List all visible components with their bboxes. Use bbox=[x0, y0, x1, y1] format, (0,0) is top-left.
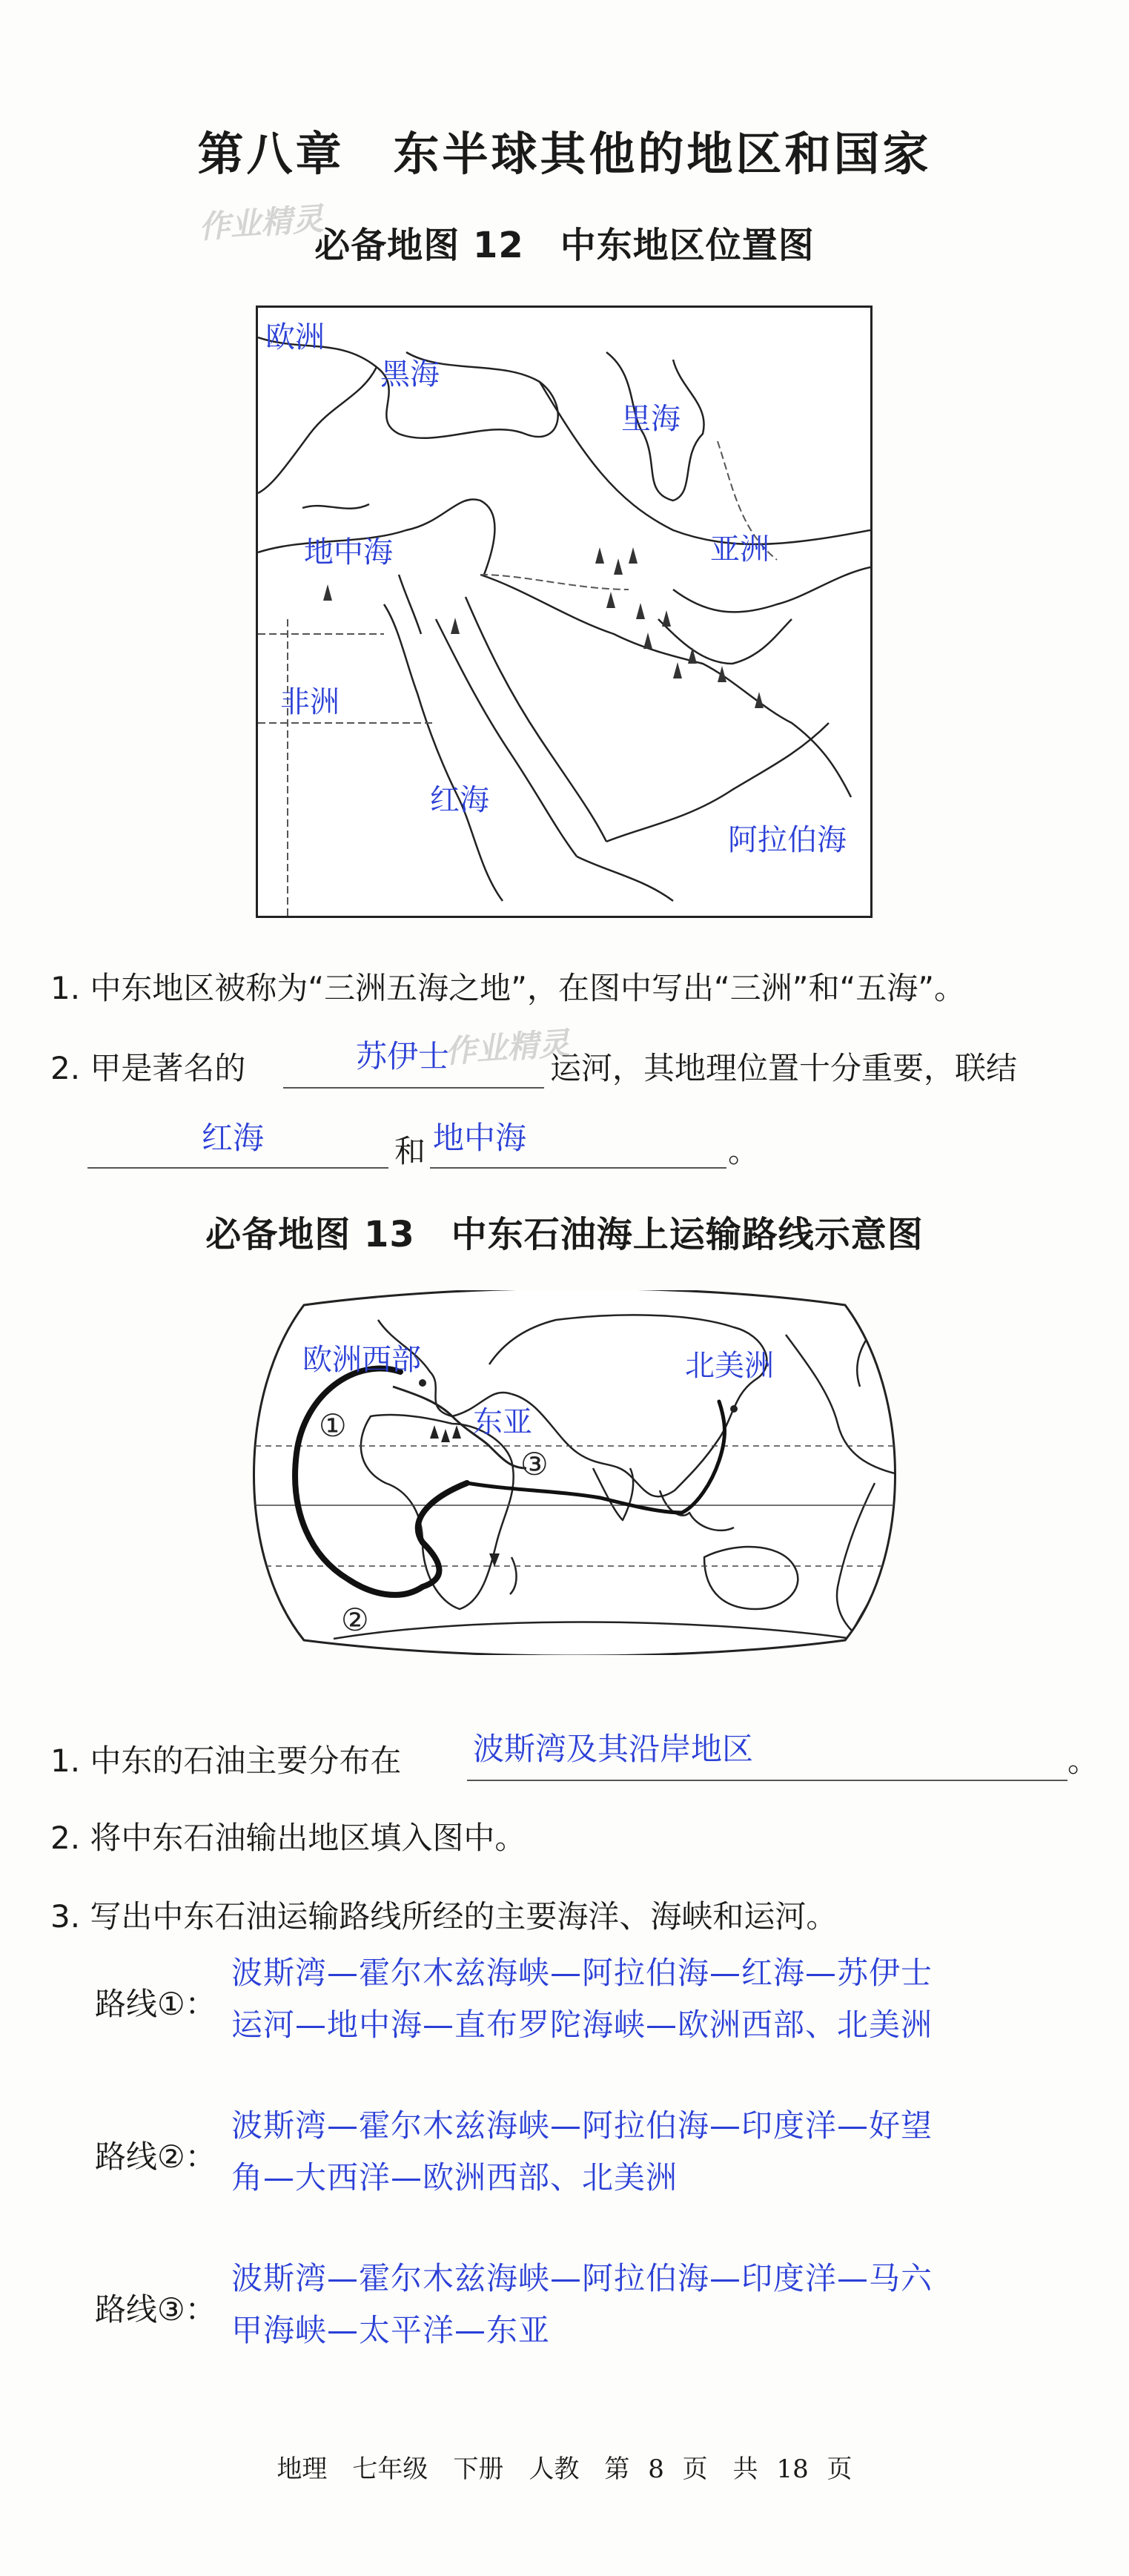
q13-1-end: 。 bbox=[1067, 1743, 1099, 1779]
middle-east-map bbox=[256, 306, 873, 918]
route-3-label: 路线③： bbox=[95, 2291, 216, 2328]
q12-1: 1. 中东地区被称为“三洲五海之地”，在图中写出“三洲”和“五海”。 bbox=[50, 970, 965, 1006]
route-3-line2: 甲海峡—太平洋—东亚 bbox=[231, 2312, 551, 2348]
map-label-mediterranean: 地中海 bbox=[304, 535, 393, 569]
route-number-1: ① bbox=[319, 1407, 347, 1444]
q13-1-answer: 波斯湾及其沿岸地区 bbox=[473, 1731, 754, 1767]
route-number-3: ③ bbox=[520, 1446, 549, 1482]
map-label-black-sea: 黑海 bbox=[380, 357, 440, 392]
q13-1-blank bbox=[467, 1780, 1067, 1781]
map-label-east-asia: 东亚 bbox=[473, 1405, 532, 1439]
map-label-red-sea: 红海 bbox=[430, 783, 489, 817]
map-label-west-europe: 欧洲西部 bbox=[302, 1343, 421, 1377]
watermark: 作业精灵 bbox=[197, 200, 325, 245]
map-label-asia: 亚洲 bbox=[710, 532, 769, 567]
route-2-line1: 波斯湾—霍尔木兹海峡—阿拉伯海—印度洋—好望 bbox=[231, 2107, 933, 2144]
map-label-arabian-sea: 阿拉伯海 bbox=[728, 823, 847, 857]
map12-title: 必备地图 12 中东地区位置图 bbox=[314, 225, 815, 266]
route-3-line1: 波斯湾—霍尔木兹海峡—阿拉伯海—印度洋—马六 bbox=[231, 2260, 933, 2296]
q12-2-and: 和 bbox=[394, 1133, 426, 1169]
map-label-north-america: 北美洲 bbox=[685, 1349, 774, 1383]
q12-2-end: 。 bbox=[728, 1133, 760, 1169]
route-1-line1: 波斯湾—霍尔木兹海峡—阿拉伯海—红海—苏伊士 bbox=[231, 1955, 933, 1991]
chapter-title: 第八章 东半球其他的地区和国家 bbox=[197, 127, 932, 181]
map-label-africa: 非洲 bbox=[280, 685, 340, 719]
q12-2-blank bbox=[283, 1087, 544, 1089]
map13-title: 必备地图 13 中东石油海上运输路线示意图 bbox=[205, 1214, 924, 1255]
map-label-europe: 欧洲 bbox=[265, 320, 325, 354]
page-footer: 地理 七年级 下册 人教 第 8 页 共 18 页 bbox=[277, 2454, 852, 2484]
q12-2-suffix: 运河，其地理位置十分重要，联结 bbox=[550, 1050, 1018, 1086]
route-2-line2: 角—大西洋—欧洲西部、北美洲 bbox=[231, 2159, 678, 2196]
q12-2-answer3: 地中海 bbox=[433, 1120, 527, 1156]
route-1-line2: 运河—地中海—直布罗陀海峡—欧洲西部、北美洲 bbox=[231, 2007, 933, 2043]
q12-2-prefix: 2. 甲是著名的 bbox=[50, 1050, 246, 1086]
map-label-caspian-sea: 里海 bbox=[621, 402, 681, 436]
q12-2-blank2 bbox=[87, 1167, 388, 1169]
q12-2-answer2: 红海 bbox=[202, 1120, 265, 1156]
q13-3: 3. 写出中东石油运输路线所经的主要海洋、海峡和运河。 bbox=[50, 1898, 838, 1935]
world-map bbox=[245, 1290, 904, 1655]
watermark: 作业精灵 bbox=[443, 1025, 571, 1070]
route-number-2: ② bbox=[341, 1602, 369, 1638]
q12-2-blank3 bbox=[430, 1167, 726, 1169]
route-1-label: 路线①： bbox=[95, 1986, 216, 2022]
q13-1-prefix: 1. 中东的石油主要分布在 bbox=[50, 1743, 402, 1779]
q13-2: 2. 将中东石油输出地区填入图中。 bbox=[50, 1820, 526, 1856]
q12-2-answer: 苏伊士 bbox=[356, 1038, 450, 1074]
route-2-label: 路线②： bbox=[95, 2139, 216, 2175]
